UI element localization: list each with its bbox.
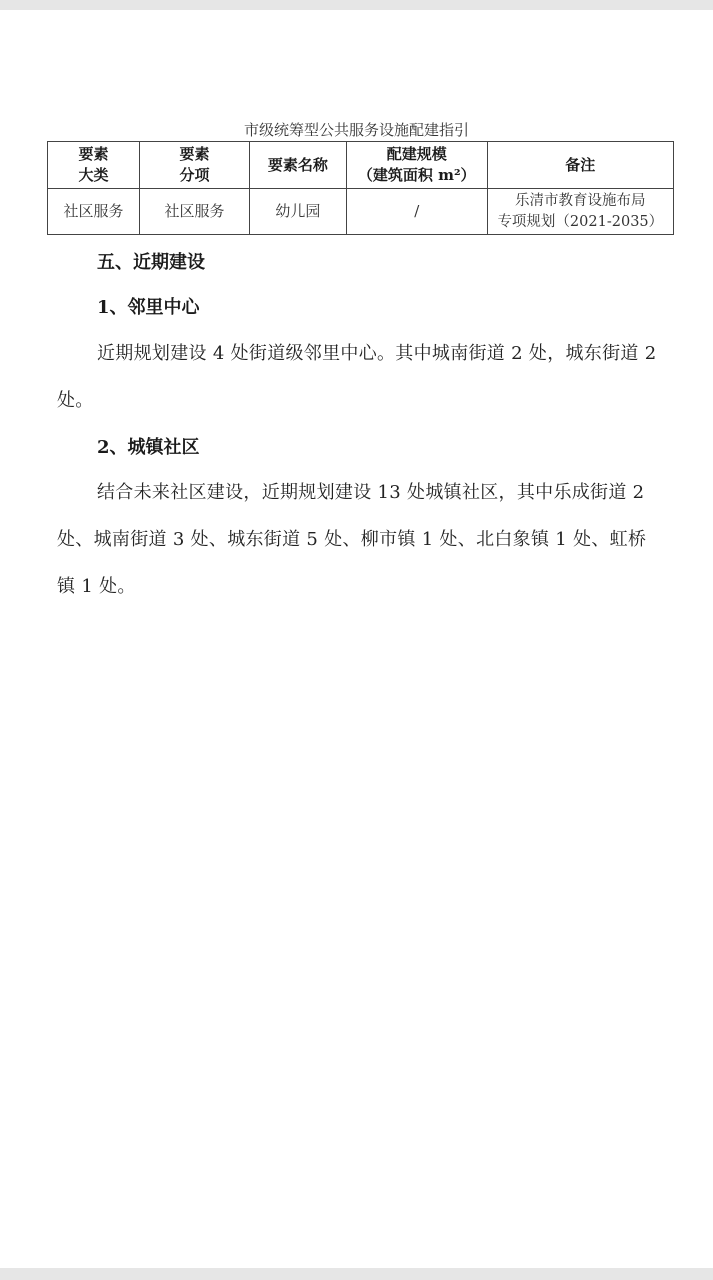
- table-caption: 市级统筹型公共服务设施配建指引: [243, 121, 469, 139]
- header-subcategory: 要素 分项: [140, 142, 250, 189]
- table-row: [48, 189, 674, 235]
- cell-scale: /: [346, 189, 487, 235]
- cell-note: 乐清市教育设施布局 专项规划（2021-2035）: [487, 189, 673, 235]
- subsection-heading-community: 2、城镇社区: [97, 437, 200, 458]
- header-scale: 配建规模 （建筑面积 m²）: [346, 142, 487, 189]
- table-header-row: [48, 142, 674, 189]
- paragraph-neighborhood: 近期规划建设 4 处街道级邻里中心。其中城南街道 2 处，城东街道 2 处。: [57, 343, 657, 411]
- cell-name: 幼儿园: [249, 189, 346, 235]
- paragraph-community: 结合未来社区建设，近期规划建设 13 处城镇社区，其中乐成街道 2 处、城南街道 3 处、城东街道 5 处、柳市镇 1 处、北白象镇 1 处、虹桥镇 1 处。: [57, 482, 647, 597]
- facility-guide-table: [47, 141, 674, 235]
- subsection-heading-neighborhood: 1、邻里中心: [97, 297, 200, 318]
- cell-category: 社区服务: [48, 189, 140, 235]
- section-heading: 五、近期建设: [97, 252, 205, 273]
- document-page: [0, 10, 713, 1268]
- header-note: 备注: [487, 142, 673, 189]
- header-category: 要素 大类: [48, 142, 140, 189]
- cell-subcategory: 社区服务: [140, 189, 250, 235]
- header-name: 要素名称: [249, 142, 346, 189]
